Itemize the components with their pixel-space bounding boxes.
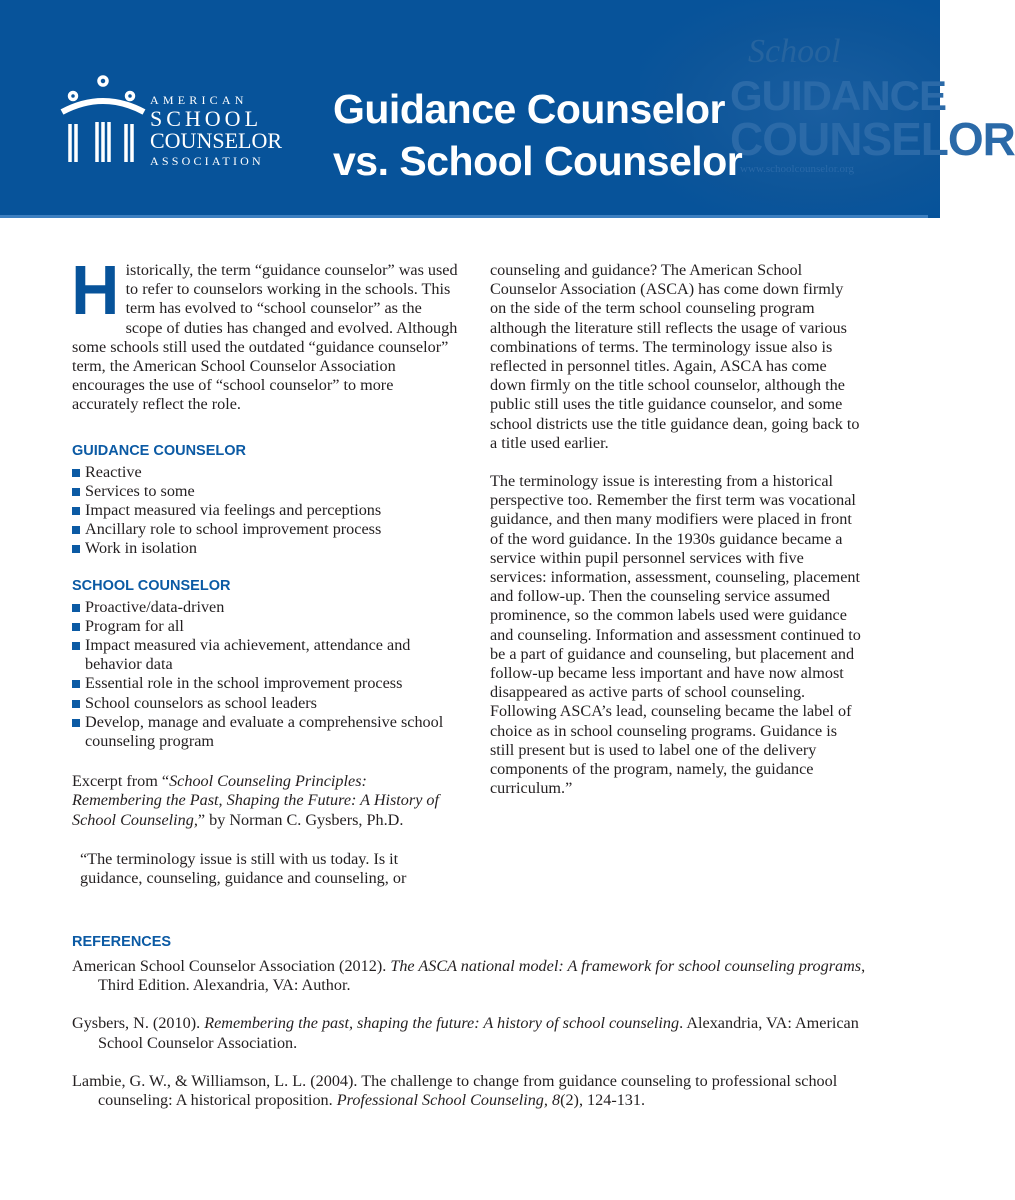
- list-item: Essential role in the school improvement process: [72, 674, 460, 693]
- excerpt-citation: [72, 772, 460, 830]
- list-item: Impact measured via achievement, attendance and behavior data: [72, 636, 460, 674]
- reference-item: [72, 1014, 872, 1052]
- excerpt-text: ” by Norman C. Gysbers, Ph.D.: [197, 810, 404, 829]
- list-item: Services to some: [72, 482, 460, 501]
- intro-text: istorically, the term “guidance counselor” was used to refer to counselors working in the schools. This term has evolved to “school counselor” as the scope of duties has changed and evolved. Although some schools still used the outdated “guidance counselor” term, the American School Counselor Association encourages the use of “school counselor” to more accurately reflect the role.: [72, 261, 458, 414]
- watermark-text: www.schoolcounselor.org: [740, 163, 854, 175]
- quote-paragraph: “The terminology issue is still with us today. Is it guidance, counseling, guidance and counseling, or: [80, 849, 407, 888]
- watermark-text: GUIDANCE: [730, 72, 947, 119]
- reference-title: Professional School Counseling, 8: [336, 1091, 561, 1110]
- reference-text: , Third Edition. Alexandria, VA: Author.: [98, 957, 866, 995]
- asca-logo-icon: [58, 76, 148, 166]
- list-item: Reactive: [72, 463, 460, 482]
- quote-paragraph: The terminology issue is interesting from a historical perspective too. Remember the first term was vocational guidance, and then many modifiers were placed in front of the word guidance. In the 1930s guidance became a service within pupil personnel services with five services: information, assessment, counseling, placement and follow-up. Then the counseling service assumed prominence, so the common labels used were guidance and counseling. Information and assessment continued to be a part of guidance and counseling, but placement and follow-up became less important and have now almost disappeared as active parts of school counseling. Following ASCA’s lead, counseling became the label of choice as in school counseling programs. Guidance is still present but is used to label one of the delivery components of the program, namely, the guidance curriculum.”: [490, 472, 861, 798]
- title-line: vs. School Counselor: [333, 138, 743, 184]
- reference-text: Lambie, G. W., & Williamson, L. L. (2004). The challenge to change from guidance counseling to professional school counseling: A historical proposition.: [72, 1071, 838, 1110]
- drop-cap: H: [71, 251, 120, 329]
- intro-paragraph: [71, 251, 460, 415]
- reference-text: (2), 124-131.: [560, 1091, 646, 1110]
- list-item: School counselors as school leaders: [72, 694, 460, 713]
- org-name-line: AMERICAN: [150, 93, 248, 107]
- references-section: [72, 933, 872, 1110]
- reference-title: Remembering the past, shaping the future: A history of school counseling: [204, 1014, 680, 1033]
- watermark-text: COUNSELOR: [730, 113, 1015, 165]
- org-name: [150, 94, 282, 167]
- list-item: Ancillary role to school improvement process: [72, 520, 460, 539]
- guidance-heading: GUIDANCE COUNSELOR: [72, 442, 247, 459]
- list-item: Work in isolation: [72, 539, 460, 558]
- list-item: Develop, manage and evaluate a comprehensive school counseling program: [72, 713, 460, 751]
- guidance-list: [72, 463, 460, 559]
- school-heading: SCHOOL COUNSELOR: [72, 577, 231, 594]
- right-column: [490, 261, 862, 798]
- reference-item: [72, 957, 872, 995]
- school-list: [72, 598, 460, 752]
- reference-text: American School Counselor Association (2012).: [72, 957, 391, 975]
- title-line: Guidance Counselor: [333, 86, 725, 132]
- references-heading: REFERENCES: [72, 934, 172, 950]
- list-item: Proactive/data-driven: [72, 598, 460, 617]
- reference-text: Gysbers, N. (2010).: [72, 1014, 205, 1033]
- org-name-line: COUNSELOR: [150, 128, 283, 153]
- page-title: [333, 83, 742, 187]
- reference-text: . Alexandria, VA: American School Counselor Association.: [98, 1014, 859, 1052]
- org-name-line: ASSOCIATION: [150, 154, 264, 168]
- list-item: Impact measured via feelings and perceptions: [72, 501, 460, 520]
- left-column: [71, 251, 460, 888]
- excerpt-book-title: School Counseling Principles: Remembering the Past, Shaping the Future: A History of School Counseling,: [72, 772, 440, 829]
- excerpt-text: Excerpt from “: [72, 772, 170, 791]
- header-banner: [0, 0, 1015, 218]
- watermark-text: School: [748, 33, 841, 70]
- list-item: Program for all: [72, 617, 460, 636]
- reference-item: [72, 1072, 872, 1110]
- org-name-line: SCHOOL: [150, 106, 263, 131]
- reference-title: The ASCA national model: A framework for school counseling programs: [390, 957, 862, 975]
- quote-paragraph: counseling and guidance? The American School Counselor Association (ASCA) has come down firmly on the side of the term school counseling program although the literature still reflects the usage of various combinations of terms. The terminology issue also is reflected in personnel titles. Again, ASCA has come down firmly on the title school counselor, although the public still uses the title guidance counselor, and some school districts use the title guidance dean, going back to a title used earlier.: [490, 261, 860, 452]
